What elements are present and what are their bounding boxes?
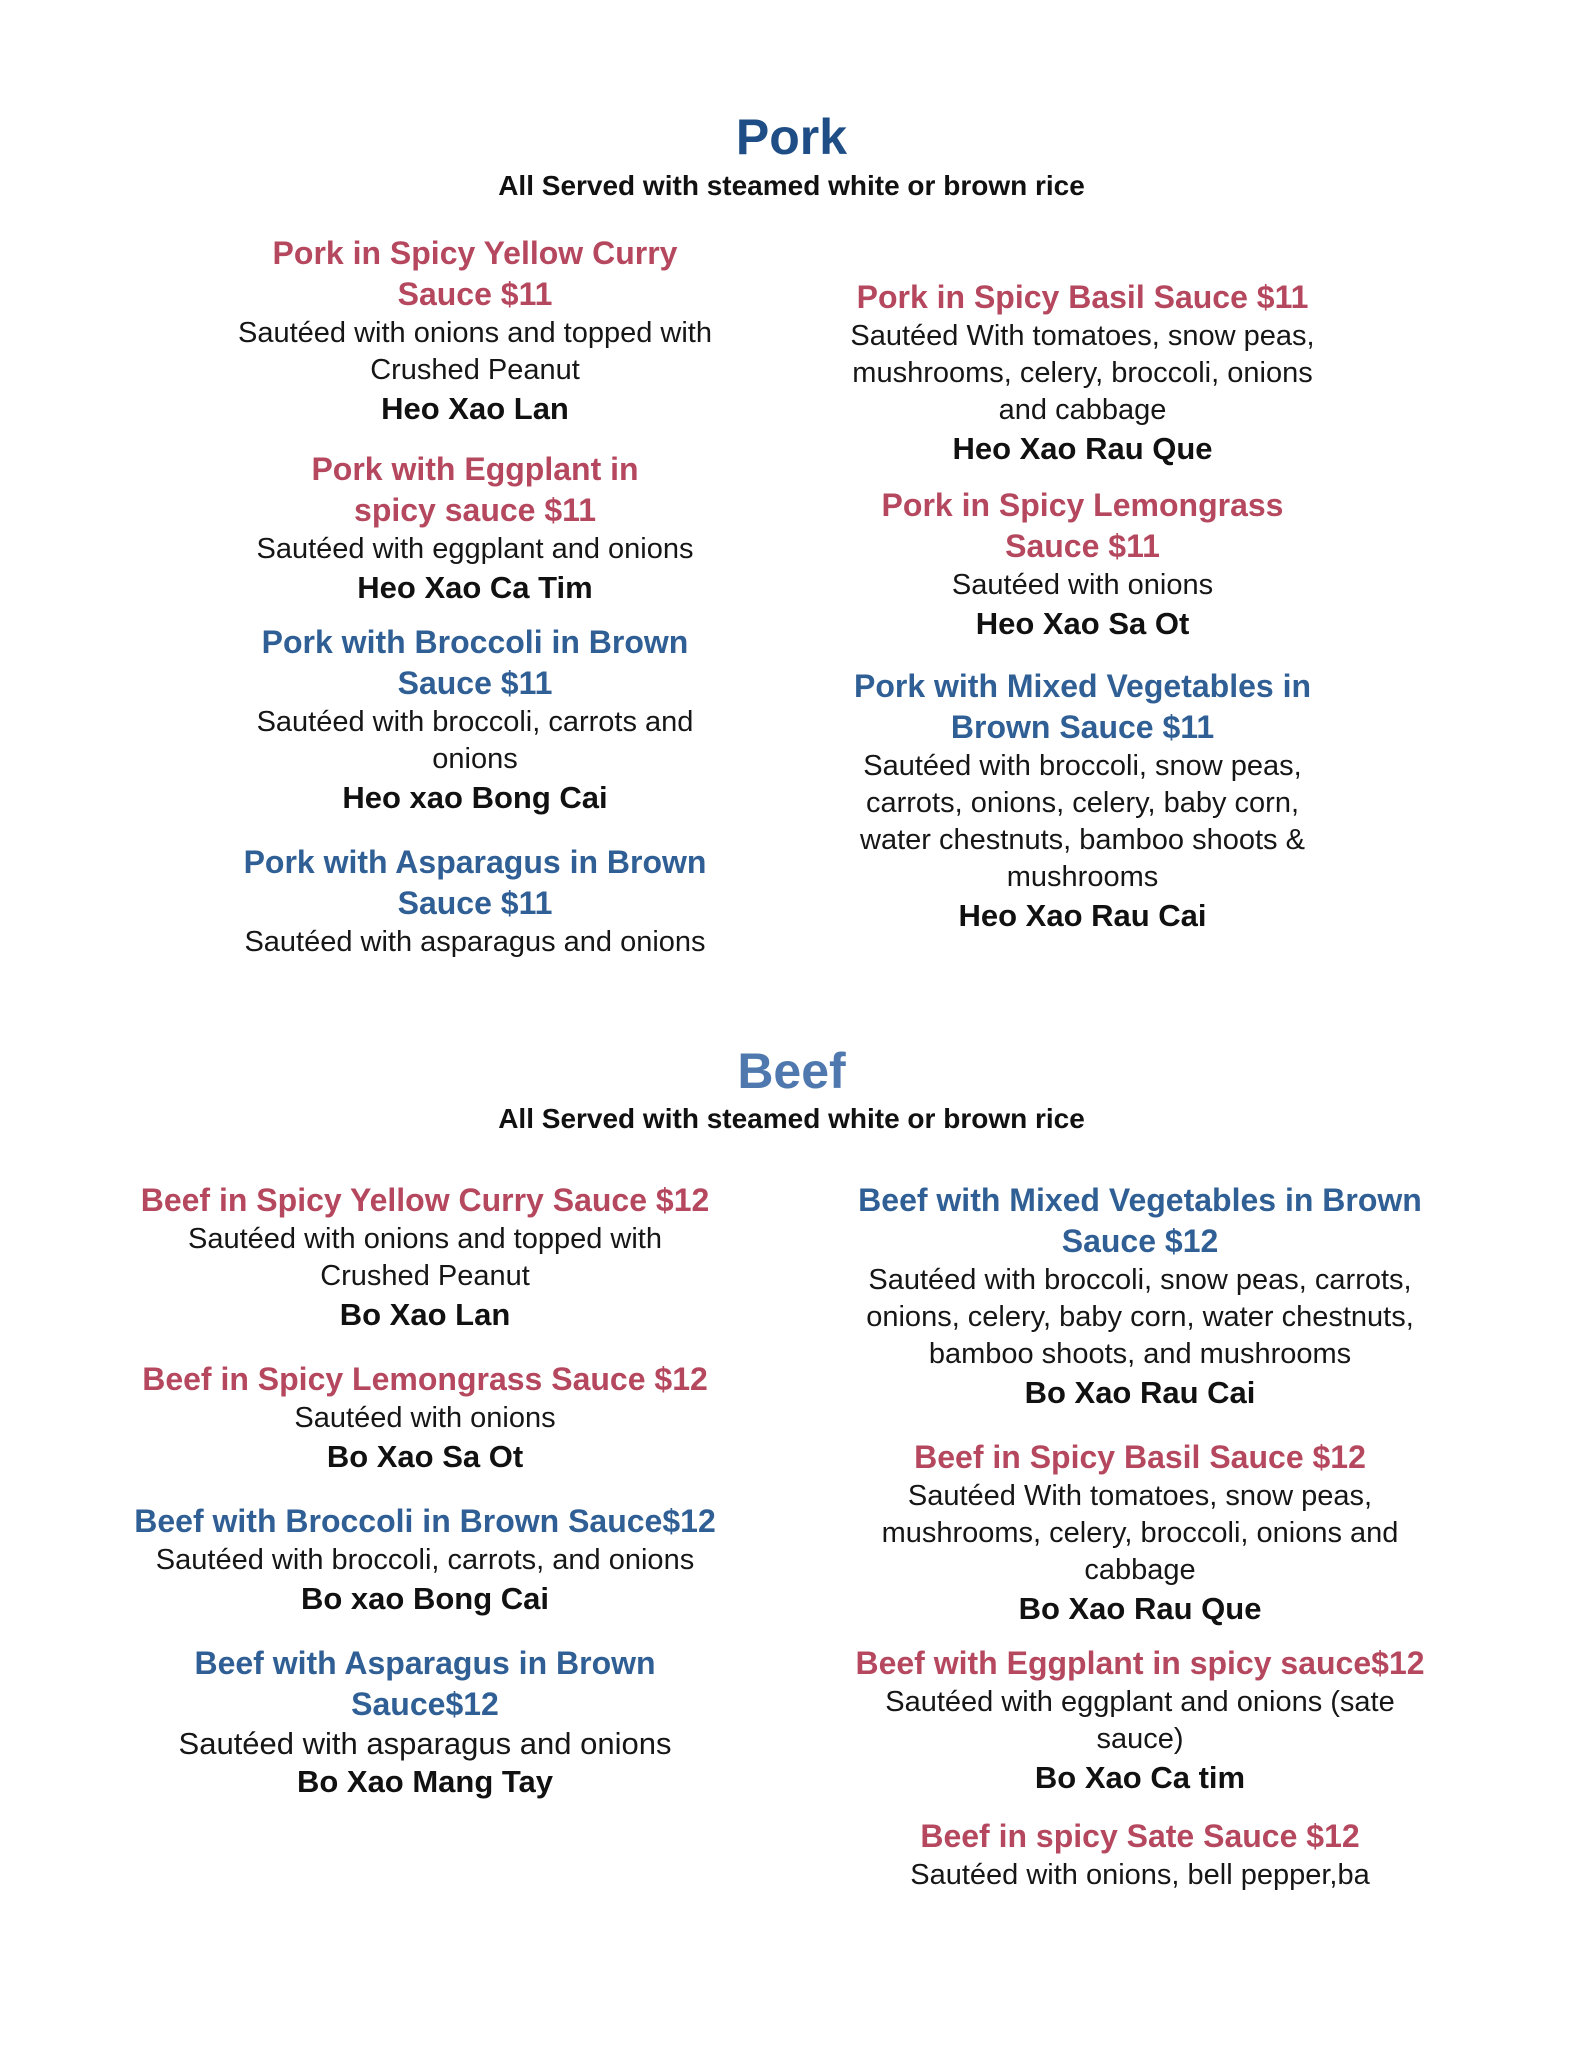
menu-item xyxy=(110,1501,740,1619)
item-description: Sautéed with asparagus and onions xyxy=(244,926,706,958)
item-description: Sautéed with onions and topped with Crushed Peanut xyxy=(237,317,712,386)
item-description: Sautéed With tomatoes, snow peas, mushrooms, celery, broccoli, onions and cabbage xyxy=(881,1480,1399,1586)
item-vietnamese-name: Heo Xao Rau Que xyxy=(952,431,1213,466)
item-name: Pork in Spicy Yellow Curry Sauce $11 xyxy=(272,235,678,312)
item-vietnamese-name: Bo Xao Ca tim xyxy=(1034,1760,1246,1795)
item-name: Pork in Spicy Lemongrass Sauce $11 xyxy=(881,487,1284,564)
menu-item xyxy=(200,622,750,818)
item-description: Sautéed with broccoli, carrots, and onions xyxy=(155,1544,695,1576)
item-description: Sautéed with broccoli, carrots and onions xyxy=(256,706,694,775)
item-vietnamese-name: Heo Xao Sa Ot xyxy=(975,606,1190,641)
menu-item xyxy=(815,485,1350,644)
beef-left-column xyxy=(110,1180,740,1802)
menu-item xyxy=(815,666,1350,936)
beef-section-subtitle: All Served with steamed white or brown rice xyxy=(498,1103,1085,1134)
beef-section-title: Beef xyxy=(737,1043,846,1099)
menu-item xyxy=(830,1643,1450,1798)
item-vietnamese-name: Heo Xao Ca Tim xyxy=(357,570,593,605)
item-vietnamese-name: Bo xao Bong Cai xyxy=(300,1581,549,1616)
item-vietnamese-name: Bo Xao Rau Cai xyxy=(1024,1375,1256,1410)
item-name: Pork with Asparagus in Brown Sauce $11 xyxy=(243,844,707,921)
item-name: Beef with Mixed Vegetables in Brown Sauce $12 xyxy=(858,1182,1422,1259)
item-vietnamese-name: Heo Xao Rau Cai xyxy=(958,898,1207,933)
item-description: Sautéed With tomatoes, snow peas, mushrooms, celery, broccoli, onions and cabbage xyxy=(850,320,1315,426)
item-description: Sautéed with broccoli, snow peas, carrots, onions, celery, baby corn, water chestnuts, bamboo shoots, and mushrooms xyxy=(866,1264,1414,1370)
menu-item xyxy=(200,449,750,608)
item-name: Beef in Spicy Basil Sauce $12 xyxy=(914,1439,1366,1475)
item-description: Sautéed with broccoli, snow peas, carrots, onions, celery, baby corn, water chestnuts, bamboo shoots & mushrooms xyxy=(860,750,1305,893)
pork-section-title: Pork xyxy=(735,109,848,165)
item-description: Sautéed with onions, bell pepper,ba xyxy=(910,1859,1370,1891)
pork-section-subtitle: All Served with steamed white or brown rice xyxy=(498,170,1085,201)
item-description: Sautéed with onions xyxy=(951,569,1214,601)
item-name: Beef with Asparagus in Brown Sauce$12 xyxy=(194,1645,656,1722)
item-name: Pork with Broccoli in Brown Sauce $11 xyxy=(261,624,689,701)
pork-left-column xyxy=(200,233,750,961)
menu-item xyxy=(830,1816,1450,1894)
beef-right-column xyxy=(830,1180,1450,1894)
item-name: Beef in Spicy Yellow Curry Sauce $12 xyxy=(140,1182,710,1218)
menu-item xyxy=(830,1437,1450,1629)
menu-item xyxy=(830,1180,1450,1413)
item-name: Beef in Spicy Lemongrass Sauce $12 xyxy=(142,1361,708,1397)
menu-item xyxy=(815,277,1350,469)
item-vietnamese-name: Bo Xao Rau Que xyxy=(1018,1591,1262,1626)
item-name: Beef with Broccoli in Brown Sauce$12 xyxy=(134,1503,716,1539)
menu-item xyxy=(110,1359,740,1477)
item-name: Beef with Eggplant in spicy sauce$12 xyxy=(855,1645,1425,1681)
menu-item xyxy=(200,233,750,429)
item-name: Pork in Spicy Basil Sauce $11 xyxy=(856,279,1309,315)
item-description: Sautéed with asparagus and onions xyxy=(178,1726,672,1761)
item-vietnamese-name: Heo Xao Lan xyxy=(381,391,569,426)
menu-item xyxy=(110,1643,740,1802)
item-description: Sautéed with onions xyxy=(294,1402,556,1434)
item-vietnamese-name: Bo Xao Lan xyxy=(339,1297,511,1332)
item-name: Pork with Mixed Vegetables in Brown Sauce $11 xyxy=(853,668,1311,745)
item-vietnamese-name: Heo xao Bong Cai xyxy=(342,780,608,815)
menu-item xyxy=(110,1180,740,1335)
item-name: Pork with Eggplant in spicy sauce $11 xyxy=(311,451,639,528)
item-description: Sautéed with onions and topped with Crushed Peanut xyxy=(187,1223,662,1292)
item-description: Sautéed with eggplant and onions xyxy=(256,533,694,565)
item-vietnamese-name: Bo Xao Sa Ot xyxy=(326,1439,524,1474)
item-name: Beef in spicy Sate Sauce $12 xyxy=(920,1818,1360,1854)
item-description: Sautéed with eggplant and onions (sate sauce) xyxy=(885,1686,1395,1755)
menu-item xyxy=(200,842,750,961)
pork-right-column xyxy=(815,277,1350,936)
item-vietnamese-name: Bo Xao Mang Tay xyxy=(296,1764,554,1799)
